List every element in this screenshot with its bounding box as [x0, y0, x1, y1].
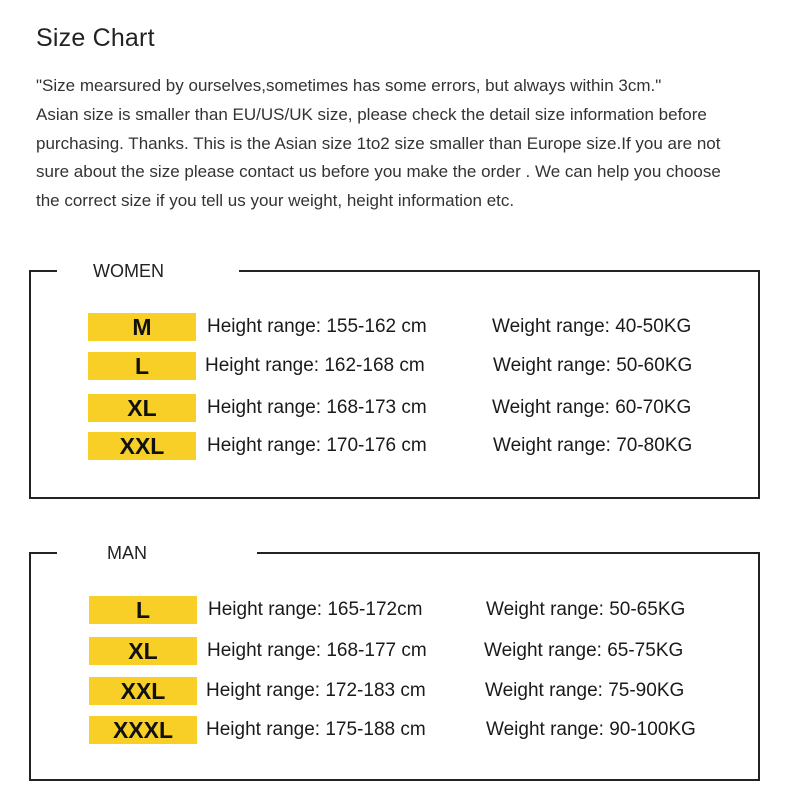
women-heading: WOMEN: [57, 258, 239, 284]
size-row: [31, 352, 758, 380]
size-notes: [36, 72, 781, 216]
height-range: Height range: 162-168 cm: [205, 355, 425, 376]
weight-range: Weight range: 65-75KG: [484, 640, 684, 661]
height-range: Height range: 168-177 cm: [207, 640, 427, 661]
size-label: XL: [88, 394, 196, 422]
size-row: [31, 432, 758, 460]
note-line: "Size mearsured by ourselves,sometimes has some errors, but always within 3cm.": [36, 76, 662, 95]
size-label: L: [89, 596, 197, 624]
size-label: XXL: [88, 432, 196, 460]
page-title: Size Chart: [36, 24, 155, 52]
height-range: Height range: 168-173 cm: [207, 397, 427, 418]
size-row: [31, 716, 758, 744]
height-range: Height range: 165-172cm: [208, 599, 423, 620]
size-row: [31, 313, 758, 341]
weight-range: Weight range: 90-100KG: [486, 719, 696, 740]
height-range: Height range: 172-183 cm: [206, 680, 426, 701]
weight-range: Weight range: 50-65KG: [486, 599, 686, 620]
size-row: [31, 394, 758, 422]
weight-range: Weight range: 60-70KG: [492, 397, 692, 418]
man-heading: MAN: [57, 540, 257, 566]
size-label: L: [88, 352, 196, 380]
height-range: Height range: 155-162 cm: [207, 316, 427, 337]
size-label: XXL: [89, 677, 197, 705]
weight-range: Weight range: 75-90KG: [485, 680, 685, 701]
note-line: purchasing. Thanks. This is the Asian size 1to2 size smaller than Europe size.If you are not: [36, 133, 721, 153]
note-line: Asian size is smaller than EU/US/UK size, please check the detail size information before: [36, 104, 707, 124]
women-size-table: [29, 261, 760, 499]
height-range: Height range: 175-188 cm: [206, 719, 426, 740]
man-size-table: [29, 543, 760, 781]
size-label: XXXL: [89, 716, 197, 744]
weight-range: Weight range: 50-60KG: [493, 355, 693, 376]
height-range: Height range: 170-176 cm: [207, 435, 427, 456]
size-row: [31, 596, 758, 624]
size-label: M: [88, 313, 196, 341]
size-row: [31, 637, 758, 665]
size-label: XL: [89, 637, 197, 665]
note-line: sure about the size please contact us before you make the order . We can help you choose: [36, 162, 721, 182]
note-line: the correct size if you tell us your weight, height information etc.: [36, 191, 515, 211]
weight-range: Weight range: 40-50KG: [492, 316, 692, 337]
size-row: [31, 677, 758, 705]
weight-range: Weight range: 70-80KG: [493, 435, 693, 456]
